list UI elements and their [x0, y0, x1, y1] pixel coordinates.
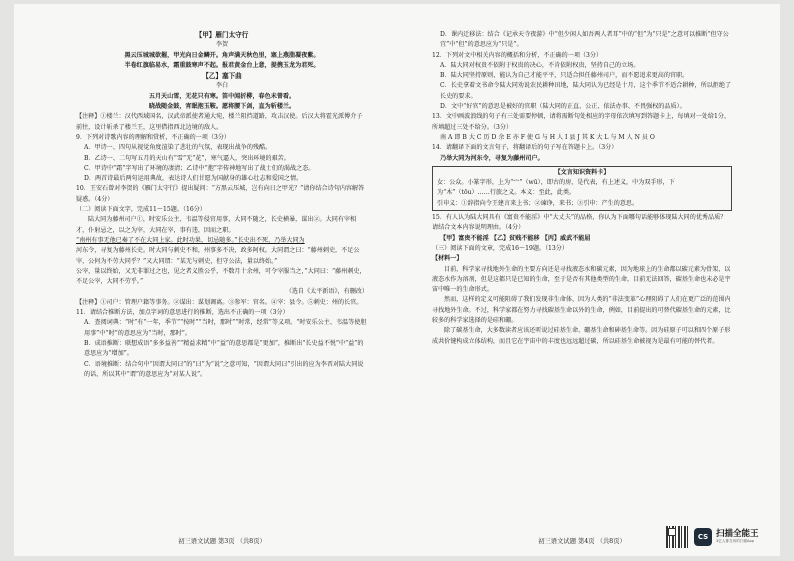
q15-stem: 15．有人认为陆大同具有《富贵不能淫》中“大丈夫”的品格，你认为下面哪句话能够体现陆大同的优秀品质？请结合文本内容说明理由。（4分）: [432, 214, 727, 232]
section3-heading: （三）阅读下面的文章，完成16～19题。（13分）: [432, 244, 568, 252]
q9-option-a: A．甲诗一、四句从视觉角度渲染了悲壮的气氛，表现出战争的残酷。: [84, 144, 272, 152]
q12-stem: 12．下列对文中相关内容的概括和分析，不正确的一项（3分）: [432, 51, 603, 59]
q14-stem: 14．请翻译下面的文言句子，将翻译后的句子写在答题卡上。（3分）: [432, 144, 618, 152]
page-4: [432, 30, 732, 538]
poem-note: 【注释】①楼兰：汉代西域国名，汉武帝派使者通大宛，楼兰阻挡道路，攻击汉使。后汉大将霍光派傅介子前往，设计斩杀了楼兰王，这里借指西北边境的敌人。: [76, 113, 363, 131]
page-3: [76, 30, 368, 538]
q11-option-c: C．语境推断：结合句中“因谓大同曰”的“曰”为“说”之意可知，“因谓大同曰”引出的应为李晋对陆大同说的话，所以其中“谓”的意思应为“对某人说”。: [84, 360, 364, 378]
scanned-sheet: [14, 4, 780, 556]
q10-stem: 10．王安石曾对李贺的《雁门太守行》提出疑问：“方黑云压城，岂有向日之甲光？”请你结合诗句内容解答疑惑。（4分）: [76, 185, 365, 203]
passage-paragraph: 公宰，量以终始，又无非罪过之也，见之者义胜公乎，不数月十余州，可令宰服当之，”大同曰：“藤州刺史，不足公宰，大同不劳乎。”: [76, 267, 366, 286]
q11-option-a: A．查阅词典：“时”有“一年，季节”“按时”“当时，那时”“时常，经常”等义项。“时安乐公主、韦温等使胆用事”中“时”的意思应为“当时，那时”。: [84, 319, 367, 337]
poem1-line: 黑云压城城欲摧，甲光向日金鳞开。角声满天秋色里，塞上燕脂凝夜紫。: [124, 51, 320, 59]
material-heading: 【材料一】: [432, 255, 463, 263]
scanner-brand: 扫描全能王: [716, 529, 759, 539]
q15-options: 【甲】富贵不能淫 【乙】贫贱不能移 【丙】威武不能屈: [440, 234, 591, 242]
page-footer-right: 初三语文试题 第4页 （共8页）: [538, 538, 626, 545]
poem2-line: 五月天山雪，无花只有寒。笛中闻折柳，春色未曾看。: [148, 92, 296, 100]
passage-paragraph: 陆大同为藤州司户①，时安乐公主、韦温等侵官用事，大同不随之，长史横暴，谋出②。大同有宰相才，仆射忌之，以之为宰，大同在宰，事有违，因而之职。: [76, 216, 357, 234]
q12-option-b: B．陆大同坚持原则，能认为自己才能平平，只适合担任藤州司户，而不愿追求更高的官职。: [440, 72, 689, 80]
section2-heading: （二）阅读下面文字，完成11～15题。（16分）: [76, 206, 206, 214]
q11-stem: 11．请结合推断方法，加点字词的意思进行的推断，选出不正确的一项（3分）: [76, 309, 289, 317]
passage-note: 【注释】①司户：管理户籍等事务。②谋出：谋划调离。③参军：官名。④宰：县令。⑤刺史：州的长官。: [76, 298, 363, 306]
knowledge-card: [432, 166, 732, 211]
qr-code-icon: [666, 526, 688, 548]
q12-option-a: A．陆大同对权贵不依附于权贵的决心，不肯依附权贵，坚持自己的立场。: [440, 61, 640, 69]
q9-option-b: B．乙诗一、二句写五月的天山有“雪”无“花”，寒气逼人，突出环境的艰苦。: [84, 154, 290, 162]
poem2-author: 李白: [215, 82, 229, 90]
poem1-line: 半卷红旗临易水，霜重鼓寒声不起。报君黄金台上意，提携玉龙为君死。: [124, 61, 320, 69]
q12-option-c: C．长史拿着文书命令陆大同劝说农民耕种田地，陆大同认为已经是十月，这个季节不适合耕种，所以拒绝了长史的要求。: [440, 82, 732, 100]
q9-stem: 9．下列对诗歌内容的理解和赏析，不正确的一项（3分）: [76, 133, 231, 141]
q11-option-b: B．成语推断：联想成语“多多益善”“精益求精”中“益”的意思都是“更加”，推断出“长史益不悦”中“益”的意思应为“增加”。: [84, 339, 364, 358]
poem1-author: 李贺: [215, 41, 229, 49]
q11-option-d: D．课内迁移法：结合《记承天寺夜游》中“但少闲人如吾两人者耳”中的“但”为“只是”之意可以推断“但守公宜”中“但”的意思应为“只是”。: [440, 31, 729, 49]
scanner-tagline: 3亿人都在用的扫描App: [716, 539, 755, 543]
passage-source: （选自《太平新语》，有删改）: [285, 288, 368, 296]
q13-sentence: 南 A 即 B 大 C 历 D 余 E 亦 F 使 G 与 H 人 I 县 J 其 K 大 L 与 M 人 N 员 O: [440, 133, 655, 141]
card-item: 引申义：①辞指向令王建言来上书；②谏诤，来书；③引申：产生的意思。: [437, 199, 639, 207]
essay-paragraph: 目前，科学家寻找地外生命的主要方向还是寻找液态水和碳元素，因为地球上的生命都以碳元素为骨架、以液态水作为溶剂，但是这都只是已知的生命，至于是否有其他类型的生命，目前无法回答，碳基生命也未必是宇宙中唯一的生命形式。: [432, 265, 731, 294]
page-footer-left: 初三语文试题 第3页 （共8页）: [178, 538, 266, 545]
essay-paragraph: 然而，这样的定义可能阻碍了我们发现非生命体，因为人类的“非法变革”心理阻碍了人们在更广泛的范围内寻找地外生命。不过，科学家都在努力寻找碳基生命以外的生命，例如，目前提出的可替代碳基生命的元素，比较多的科学家选择的是硅和硼。: [432, 296, 731, 325]
passage-paragraph: 河东令，寻复为藤州长史。时大同与刺史不和，州事多不决，政多阿权。大同谓之曰：“藤州刺史，不足公宰，公何为不劳大同乎？”又大同谓：“某无与刺史，但守公法，量以终始。”: [76, 247, 360, 265]
camscanner-logo-icon: CS: [694, 528, 712, 546]
q13-stem: 13．文中画波浪线的句子有三处需要停顿，请将需断句处相应的字母依次填写到答题卡上，每填对一处给1分，所填超过三处不给分。（3分）: [432, 113, 731, 131]
q12-option-d: D．文中“好官”的意思是被好的官职（陆大同的正直、公正、依法办事、不畏强权的品质）。: [440, 103, 686, 111]
poem1-title: 【甲】雁门太守行: [195, 31, 249, 39]
poem2-line: 晓战随金鼓，宵眠抱玉鞍。愿将腰下剑，直为斩楼兰。: [148, 103, 296, 111]
q9-option-c: C．甲诗中“霜”字写出了环境的凄清；乙诗中“抱”字传神地写出了战士们的渴战之态。: [84, 164, 315, 172]
poem2-title: 【乙】塞下曲: [202, 72, 242, 81]
card-title: 【文言知识资料卡】: [554, 168, 610, 176]
q14-sentence: 乃举大同为河东令，寻复为藤州司户。: [440, 154, 544, 162]
q9-option-d: D．两首诗最后两句运用典故，表达诗人们甘愿为国献身的雄心壮志和爱国之情。: [84, 175, 303, 183]
card-body: 女：公众。小篆字形，上为“宀”（wū），即古的房，是代表，有上述义，中为双手形，下为“木”（tōu）……行旅之义。本义：至此，此类。: [437, 179, 675, 197]
passage-paragraph: “南州有事无他已奏了不在大同上家。此时功果，切忌随多。”长史出不死，乃举大同为: [76, 236, 305, 244]
scanner-watermark: [666, 526, 770, 548]
essay-paragraph: 除了碳基生命，大多数读者应该还听说过硅基生命、硼基生命和砷基生命等。因为硅原子可以和四个原子形成共价键构成立体结构，而且它在宇宙中的丰度也远远超过碳，所以硅基生命被视为是最有可能的替代者。: [432, 327, 731, 345]
